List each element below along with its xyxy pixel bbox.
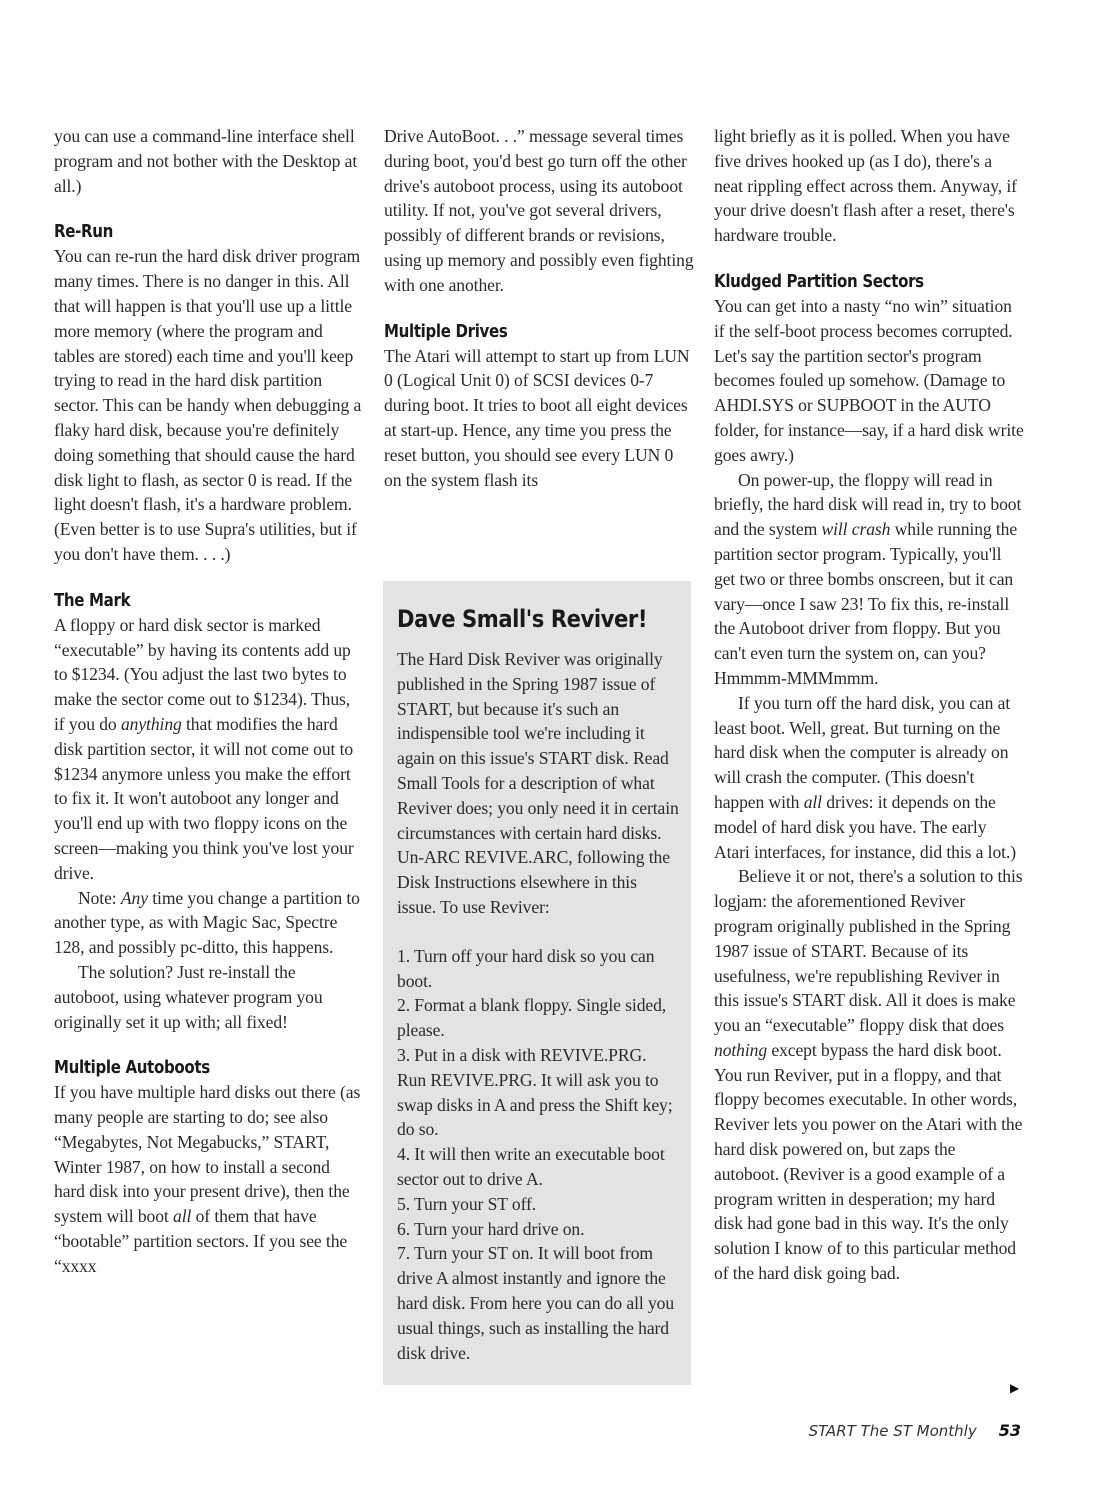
step-item: 7. Turn your ST on. It will boot from drive A almost instantly and ignore the hard disk. From here you can do all you usual things, such as installing the hard disk drive. (397, 1243, 675, 1363)
paragraph-multiple-autoboots: If you have multiple hard disks out there (as many people are starting to do; see also “Megabytes, Not Megabucks,” START, Winter 1987, on how to install a second hard disk into your present drive), then the system will boot all of them that have “bootable” partition sectors. If you see the “xxxx (54, 1082, 361, 1276)
sidebar-steps (397, 944, 679, 1366)
step-item: 4. It will then write an executable boot sector out to drive A. (397, 1144, 665, 1189)
continue-arrow-icon: ▶ (1010, 1381, 1020, 1395)
column-2 (384, 124, 694, 492)
step-item: 2. Format a blank floppy. Single sided, please. (397, 995, 667, 1041)
step-item: 1. Turn off your hard disk so you can boot. (397, 945, 655, 991)
paragraph-kludged: You can get into a nasty “no win” situation if the self-boot process becomes corrupted. Let's say the partition sector's program becomes fouled up somehow. (Damage to AHDI.SYS or SUPBOOT in the AUTO folder, for instance—say, if a hard disk write goes awry.) (714, 295, 1024, 465)
paragraph-multiple-drives: The Atari will attempt to start up from LUN 0 (Logical Unit 0) of SCSI devices 0-7 during boot. It tries to boot all eight devices at start-up. Hence, any time you press the reset button, you should see every LUN 0 on the system flash its (384, 345, 690, 490)
step-item: 5. Turn your ST off. (397, 1193, 537, 1214)
paragraph-intro: you can use a command-line interface shell program and not bother with the Desktop at all.) (54, 126, 358, 196)
sidebar-title: Dave Small's Reviver! (397, 605, 648, 633)
column-3 (714, 124, 1024, 1286)
sidebar-intro: The Hard Disk Reviver was originally published in the Spring 1987 issue of START, but because it's such an indispensible tool we're including it again on this issue's START disk. Read Small Tools for a description of what Reviver does; you only need it in certain circumstances with certain hard disks. Un-ARC REVIVE.ARC, following the Disk Instructions elsewhere in this issue. To use Reviver: (397, 649, 679, 917)
heading-re-run: Re-Run (54, 222, 114, 243)
heading-multiple-drives: Multiple Drives (384, 321, 508, 342)
paragraph-autoboot-continued: Drive AutoBoot. . .” message several times during boot, you'd best go turn off the other drive's autoboot process, using its autoboot utility. If not, you've got several drivers, possibly of different brands or revisions, using up memory and possibly even fighting with one another. (384, 126, 694, 295)
paragraph-believe-it: Believe it or not, there's a solution to this logjam: the aforementioned Reviver program originally published in the Spring 1987 issue of START. Because of its usefulness, we're republishing Reviver in this issue's START disk. All it does is make you an “executable” floppy disk that does nothing except bypass the hard disk boot. You run Reviver, put in a floppy, and that floppy becomes executable. In other words, Reviver lets you power on the Atari with the hard disk powered on, but zaps the autoboot. (Reviver is a good example of a program written in desperation; my hard disk had gone bad in this way. It's the only solution I know of to this particular method of the hard disk going bad. (714, 866, 1023, 1284)
step-item: 3. Put in a disk with REVIVE.PRG. Run REVIVE.PRG. It will ask you to swap disks in A and press the Shift key; do so. (397, 1044, 673, 1140)
paragraph-turn-off: If you turn off the hard disk, you can at least boot. Well, great. But turning on the hard disk when the computer is already on will crash the computer. (This doesn't happen with all drives: it depends on the model of hard disk you have. The early Atari interfaces, for instance, did this a lot.) (714, 692, 1017, 862)
column-1 (54, 124, 364, 1279)
step-item: 6. Turn your hard drive on. (397, 1218, 585, 1239)
page-number: 53 (998, 1421, 1021, 1440)
publication-name: START The ST Monthly (808, 1422, 977, 1440)
heading-kludged-partition-sectors: Kludged Partition Sectors (714, 271, 924, 292)
paragraph-power-up: On power-up, the floppy will read in briefly, the hard disk will read in, try to boot and the system will crash while running the partition sector program. Typically, you'll get two or three bombs onscreen, but it can vary—once I saw 23! To fix this, re-install the Autoboot driver from floppy. But you can't even turn the system on, can you? Hmmmm-MMMmmm. (714, 469, 1022, 688)
paragraph-solution: The solution? Just re-install the autoboot, using whatever program you originally set it up with; all fixed! (54, 961, 323, 1032)
heading-multiple-autoboots: Multiple Autoboots (54, 1058, 210, 1079)
sidebar-box (383, 581, 691, 1385)
paragraph-the-mark: A floppy or hard disk sector is marked “executable” by having its contents add up to $1234. (You adjust the last two bytes to make the sector come out to $1234). Thus, if you do anything that modifies the hard disk partition sector, it will not come out to $1234 anymore unless you make the effort to fix it. It won't autoboot any longer and you'll end up with two floppy icons on the screen—making you think you've lost your drive. (54, 614, 354, 883)
paragraph-re-run: You can re-run the hard disk driver program many times. There is no danger in this. All that will happen is that you'll use up a little more memory (where the program and tables are stored) each time and you'll keep trying to read in the hard disk partition sector. This can be handy when debugging a flaky hard disk, because you're definitely doing something that should cause the hard disk light to flash, as sector 0 is read. If the light doesn't flash, it's a hardware problem. (Even better is to use Supra's utilities, but if you don't have them. . . .) (54, 246, 362, 564)
paragraph-light-continued: light briefly as it is polled. When you have five drives hooked up (as I do), there's a neat rippling effect across them. Anyway, if your drive doesn't flash after a reset, there's hardware trouble. (714, 126, 1017, 246)
heading-the-mark: The Mark (54, 590, 131, 611)
page-footer (809, 1421, 1021, 1441)
paragraph-note: Note: Any time you change a partition to another type, as with Magic Sac, Spectre 128, and possibly pc-ditto, this happens. (54, 887, 360, 958)
